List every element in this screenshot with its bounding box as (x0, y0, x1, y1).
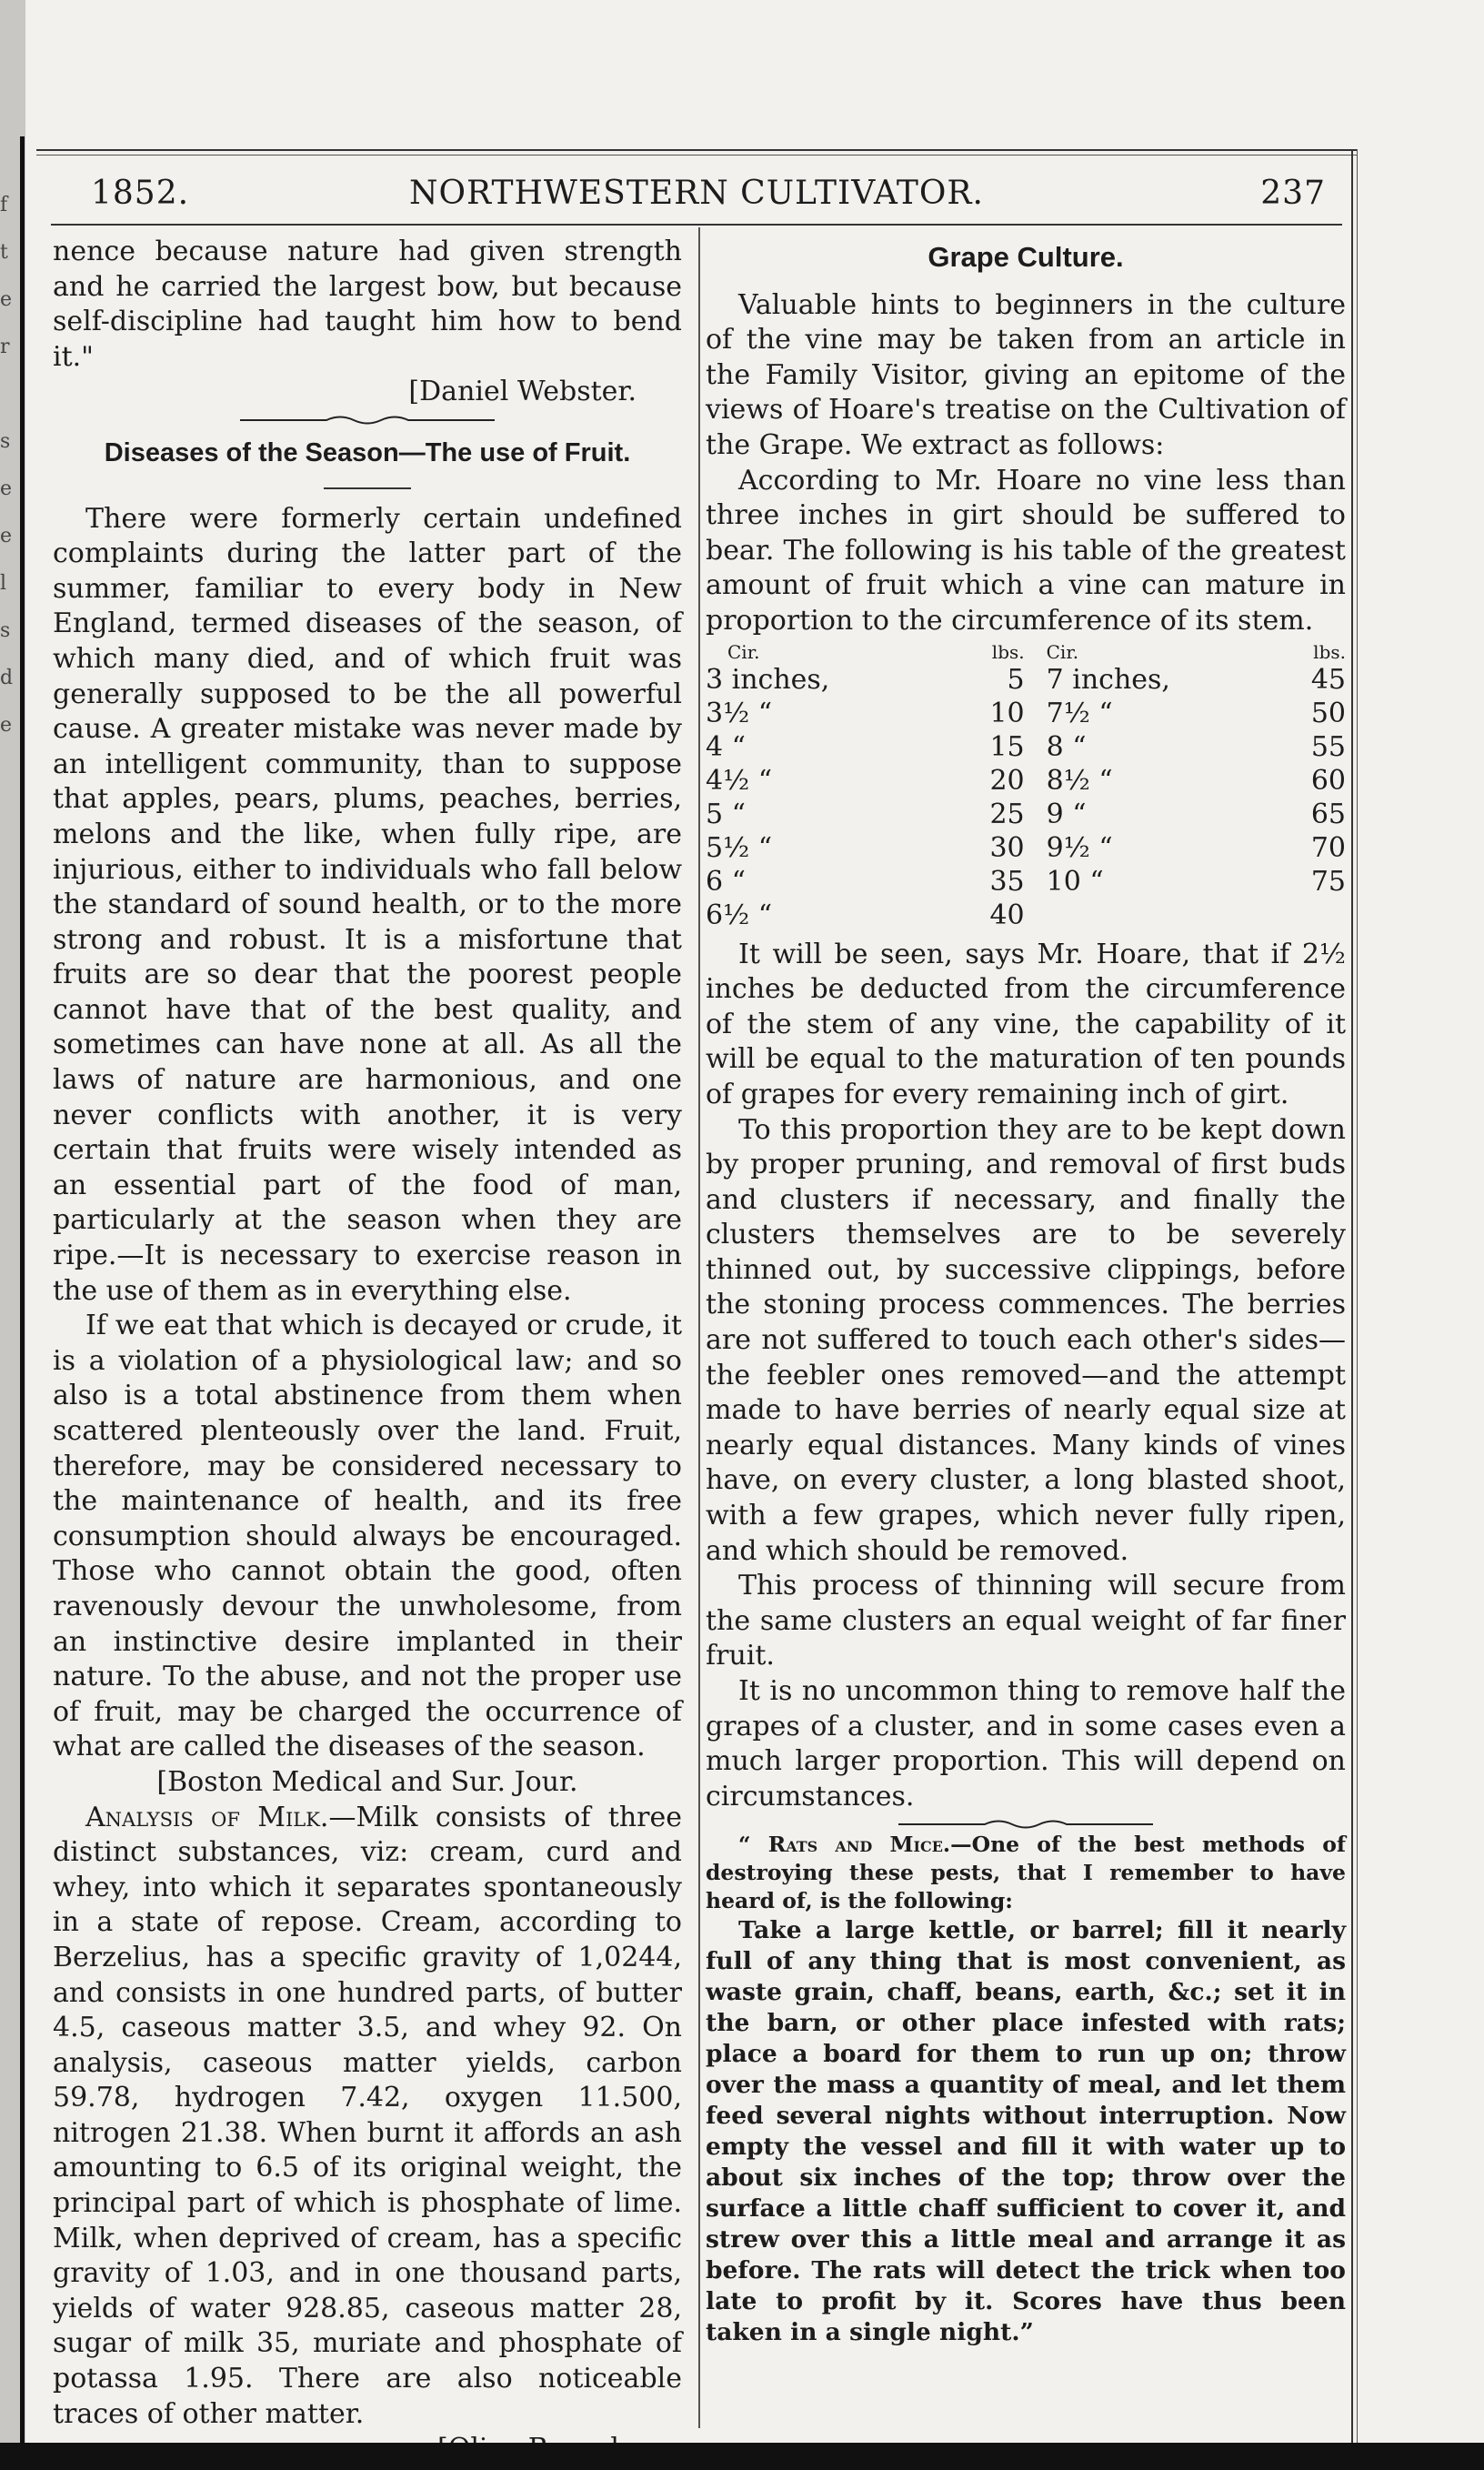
prev-page-letter: l (0, 572, 7, 595)
table-cir-2: 8 “ (1046, 730, 1087, 763)
grape-paragraph-3: It will be seen, says Mr. Hoare, that if 2½ inches be deducted from the circumference of the stem of any vine, the capability of it will be equal to the maturation of ten pounds of grapes for every remaining inch of girt. (706, 938, 1346, 1110)
milk-text: —Milk consists of three distinct substances, viz: cream, curd and whey, into which it separates spontaneously in a state of repose. Cream, according to Berzelius, has a specific gravity of 1,0244, and consists in one hundred parts, of butter 4.5, caseous matter 3.5, and whey 92. On analysis, caseous matter yields, carbon 59.78, hydrogen 7.42, oxygen 11.500, nitrogen 21.38. When burnt it affords an ash amounting to 6.5 of its original weight, the principal part of which is phosphate of lime. Milk, when deprived of cream, has a specific gravity of 1.03, and in one thousand parts, yields of water 928.85, caseous matter 28, sugar of milk 35, muriate and phosphate of potassa 1.95. There are also noticeable traces of other matter. (53, 1801, 683, 2430)
table-cir-1: 3 inches, (706, 663, 830, 696)
ornament-rule (231, 412, 504, 425)
table-head-cir-2: Cir. (1046, 640, 1079, 663)
header-title: NORTHWESTERN CULTIVATOR. (409, 175, 984, 212)
table-cir-1: 4½ “ (706, 764, 773, 797)
rats-paragraph: Take a large kettle, or barrel; fill it nearly full of any thing that is most convenient, as waste grain, chaff, beans, earth, &c.; set it in the barn, or other place infested with rats; place a board for them to run up on; throw over the mass a quantity of meal, and let them feed several nights without interruption. Now empty the vessel and fill it with water up to about six inches of the top; throw over the surface a little chaff sufficient to cover it, and strew over this a little meal and arrange it as before. The rats will detect the trick when too late to profit by it. Scores have thus been taken in a single night.” (706, 1916, 1346, 2347)
vine-table-row (706, 865, 1346, 899)
vine-table-row (706, 899, 1346, 932)
table-lbs-1: 5 (1007, 663, 1025, 696)
header-page-number: 237 (1260, 175, 1326, 212)
header-rule (51, 224, 1342, 226)
vine-table-header (706, 641, 1346, 663)
prev-page-letter: d (0, 667, 14, 689)
table-lbs-2: 75 (1310, 865, 1346, 898)
table-lbs-1: 10 (989, 697, 1025, 729)
vine-table-row (706, 831, 1346, 865)
prev-page-letter (0, 371, 13, 418)
vine-table (706, 641, 1346, 932)
prev-page-letter: f (0, 194, 8, 216)
table-lbs-1: 25 (989, 798, 1025, 830)
previous-page-edge (0, 182, 13, 749)
prev-page-letter: e (0, 525, 13, 547)
table-cir-1: 5½ “ (706, 831, 773, 864)
spine-line (20, 136, 25, 2465)
page-header (55, 175, 1346, 220)
vine-table-row (706, 764, 1346, 798)
milk-lead: Analysis of Milk. (85, 1801, 329, 1833)
diseases-heading: Diseases of the Season—The use of Fruit. (104, 437, 631, 467)
table-cir-2: 10 “ (1046, 865, 1104, 898)
intro-signature: [Daniel Webster. (408, 376, 637, 408)
prev-page-letter: s (0, 619, 11, 642)
prev-page-letter: e (0, 714, 13, 737)
prev-page-letter: e (0, 288, 13, 311)
table-head-lbs-1: lbs. (991, 640, 1025, 663)
table-cir-1: 4 “ (706, 730, 746, 763)
table-lbs-2: 70 (1310, 831, 1346, 864)
diseases-paragraph-2: If we eat that which is decayed or crude, it is a violation of a physiological law; and so also is a total abstinence from them when scattered plenteously over the land. Fruit, therefore, may be considered necessary to the maintenance of health, and its free consumption should always be encouraged. Those who cannot obtain the good, often ravenously devour the unwholesome, from an instinctive desire implanted in their nature. To the abuse, and not the proper use of fruit, may be charged the occurrence of what are called the diseases of the season. (53, 1310, 682, 1763)
grape-paragraph-6: It is no uncommon thing to remove half the grapes of a cluster, and in some cases even a much larger proportion. This will depend on circumstances. (706, 1675, 1346, 1812)
ornament-rule (889, 1816, 1162, 1829)
prev-page-letter: r (0, 336, 10, 358)
table-lbs-2: 50 (1310, 697, 1346, 729)
heading-rule (324, 487, 411, 489)
prev-page-letter: e (0, 477, 13, 500)
page-frame-right (1351, 149, 1358, 2446)
table-lbs-1: 40 (989, 899, 1025, 931)
column-divider (698, 227, 700, 2428)
table-lbs-2: 60 (1310, 764, 1346, 797)
vine-table-row (706, 730, 1346, 764)
table-cir-1: 6½ “ (706, 899, 773, 931)
left-column (53, 235, 682, 2467)
milk-paragraph (53, 1801, 682, 2433)
table-cir-2: 7½ “ (1046, 697, 1113, 729)
rats-intro: —One of the best methods of destroying these pests, that I remember to have heard of, is the following: (706, 1832, 1346, 1914)
table-head-lbs-2: lbs. (1313, 640, 1346, 663)
vine-table-row (706, 798, 1346, 831)
table-cir-2: 8½ “ (1046, 764, 1113, 797)
vine-table-row (706, 697, 1346, 730)
grape-paragraph-4: To this proportion they are to be kept down by proper pruning, and removal of first buds and clusters if necessary, and finally the clusters themselves are to be severely thinned out, by successive clippings, before the stoning process commences. The berries are not suffered to touch each other's sides—the feebler ones removed—and the attempt made to have berries of nearly equal size at nearly equal distances. Many kinds of vines have, on every cluster, a long blasted shoot, with a few grapes, which never fully ripen, and which should be removed. (706, 1113, 1346, 1567)
table-cir-2 (1047, 899, 1280, 932)
table-lbs-1: 35 (989, 865, 1025, 898)
table-head-cir-1: Cir. (727, 640, 760, 663)
table-lbs-2: 55 (1310, 730, 1346, 763)
table-cir-1: 3½ “ (706, 697, 773, 729)
table-cir-1: 5 “ (706, 798, 746, 830)
table-cir-2: 9 “ (1046, 798, 1087, 830)
table-lbs-2: 45 (1310, 663, 1346, 696)
right-column (706, 235, 1346, 2348)
table-lbs-2 (1280, 899, 1346, 932)
vine-table-row (706, 663, 1346, 697)
grape-heading: Grape Culture. (928, 241, 1124, 273)
table-lbs-1: 15 (989, 730, 1025, 763)
rats-intro-paragraph (706, 1831, 1346, 1915)
table-cir-2: 7 inches, (1046, 663, 1170, 696)
diseases-signature: [Boston Medical and Sur. Jour. (156, 1765, 578, 1798)
grape-paragraph-2: According to Mr. Hoare no vine less than three inches in girt should be suffered to bear. The following is his table of the greatest amount of fruit which a vine can mature in proportion to the circumference of its stem. (706, 464, 1346, 637)
header-year: 1852. (91, 175, 190, 212)
page-frame-top (36, 149, 1357, 156)
table-lbs-2: 65 (1310, 798, 1346, 830)
scan-bottom-edge (0, 2443, 1484, 2470)
table-cir-1: 6 “ (706, 865, 746, 898)
prev-page-letter: s (0, 430, 11, 453)
prev-page-letter: t (0, 241, 8, 264)
table-cir-2: 9½ “ (1046, 831, 1113, 864)
rats-lead: “ Rats and Mice. (738, 1832, 951, 1858)
grape-paragraph-1: Valuable hints to beginners in the culture of the vine may be taken from an article in the Family Visitor, giving an epitome of the views of Hoare's treatise on the Cultivation of the Grape. We extract as follows: (706, 288, 1346, 461)
diseases-paragraph-1: There were formerly certain undefined complaints during the latter part of the summer, familiar to every body in New England, termed diseases of the season, of which many died, and of which fruit was generally supposed to be the all powerful cause. A greater mistake was never made by an intelligent community, than to suppose that apples, pears, plums, peaches, berries, melons and the like, when fully ripe, are injurious, either to individuals who fall below the standard of sound health, or to the more strong and robust. It is a misfortune that fruits are so dear that the poorest people cannot have that of the best quality, and sometimes can have none at all. As all the laws of nature are harmonious, and one never conflicts with another, it is very certain that fruits were wisely intended as an essential part of the food of man, particularly at the season when they are ripe.—It is necessary to exercise reason in the use of them as in everything else. (53, 502, 682, 1307)
grape-paragraph-5: This process of thinning will secure from the same clusters an equal weight of far finer fruit. (706, 1570, 1346, 1672)
intro-paragraph: nence because nature had given strength and he carried the largest bow, but because self-discipline had taught him how to bend it." (53, 236, 682, 373)
table-lbs-1: 30 (989, 831, 1025, 864)
table-lbs-1: 20 (989, 764, 1025, 797)
